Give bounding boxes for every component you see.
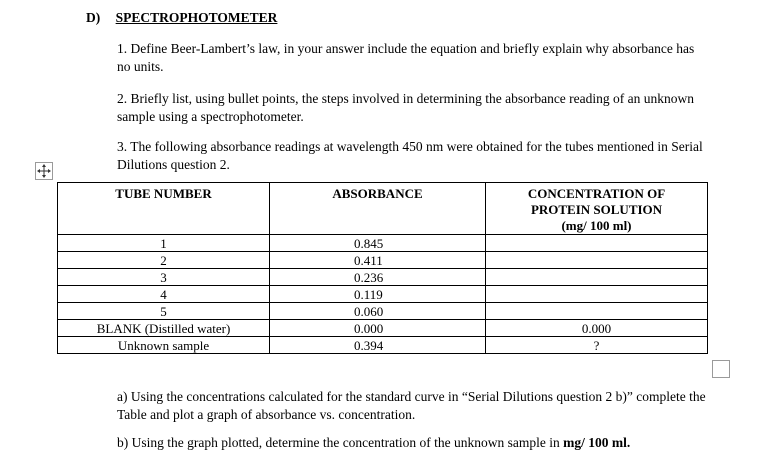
cell-tube: 3 <box>58 269 270 286</box>
question-b-suffix: . <box>626 435 631 450</box>
cell-concentration[interactable]: ? <box>486 337 708 354</box>
cell-concentration[interactable] <box>486 269 708 286</box>
cell-absorbance: 0.845 <box>270 235 486 252</box>
table-row <box>58 252 708 269</box>
header-concentration-line2: PROTEIN SOLUTION <box>530 202 663 217</box>
cell-concentration[interactable] <box>486 235 708 252</box>
section-title: SPECTROPHOTOMETER <box>115 10 278 25</box>
section-label: D) <box>86 10 101 25</box>
question-b <box>117 434 707 452</box>
table-row <box>58 286 708 303</box>
question-b-text: b) Using the graph plotted, determine the concentration of the unknown sample in <box>117 435 564 450</box>
cell-tube: 1 <box>58 235 270 252</box>
cell-tube: Unknown sample <box>58 337 270 354</box>
table-header-row <box>58 183 708 235</box>
cell-concentration[interactable] <box>486 286 708 303</box>
question-b-unit: mg/ 100 ml <box>563 435 627 450</box>
table-row <box>58 303 708 320</box>
table-row <box>58 337 708 354</box>
cell-tube: BLANK (Distilled water) <box>58 320 270 337</box>
question-2: 2. Briefly list, using bullet points, the steps involved in determining the absorbance reading of an unknown sample using a spectrophotometer. <box>117 91 695 124</box>
header-concentration-line1: CONCENTRATION OF <box>527 186 666 201</box>
absorbance-table <box>57 182 708 354</box>
question-1: 1. Define Beer-Lambert’s law, in your answer include the equation and briefly explain why absorbance has no units. <box>117 41 695 74</box>
cell-absorbance: 0.394 <box>270 337 486 354</box>
section-heading <box>86 10 277 26</box>
cell-absorbance: 0.119 <box>270 286 486 303</box>
table-move-handle-icon[interactable] <box>35 162 53 180</box>
header-concentration-line3: (mg/ 100 ml) <box>561 218 632 233</box>
cell-tube: 4 <box>58 286 270 303</box>
header-concentration <box>486 183 708 235</box>
cell-concentration[interactable] <box>486 303 708 320</box>
cell-tube: 5 <box>58 303 270 320</box>
table-row <box>58 269 708 286</box>
table-row <box>58 320 708 337</box>
header-tube-number: TUBE NUMBER <box>58 183 270 235</box>
table-row <box>58 235 708 252</box>
question-a: a) Using the concentrations calculated for the standard curve in “Serial Dilutions question 2 b)” complete the Table and plot a graph of absorbance vs. concentration. <box>117 389 706 422</box>
cell-concentration[interactable]: 0.000 <box>486 320 708 337</box>
header-absorbance: ABSORBANCE <box>270 183 486 235</box>
cell-absorbance: 0.000 <box>270 320 486 337</box>
cell-absorbance: 0.411 <box>270 252 486 269</box>
question-3: 3. The following absorbance readings at wavelength 450 nm were obtained for the tubes mentioned in Serial Dilutions question 2. <box>117 139 703 172</box>
table-resize-handle[interactable] <box>712 360 730 378</box>
cell-absorbance: 0.060 <box>270 303 486 320</box>
cell-tube: 2 <box>58 252 270 269</box>
cell-concentration[interactable] <box>486 252 708 269</box>
cell-absorbance: 0.236 <box>270 269 486 286</box>
